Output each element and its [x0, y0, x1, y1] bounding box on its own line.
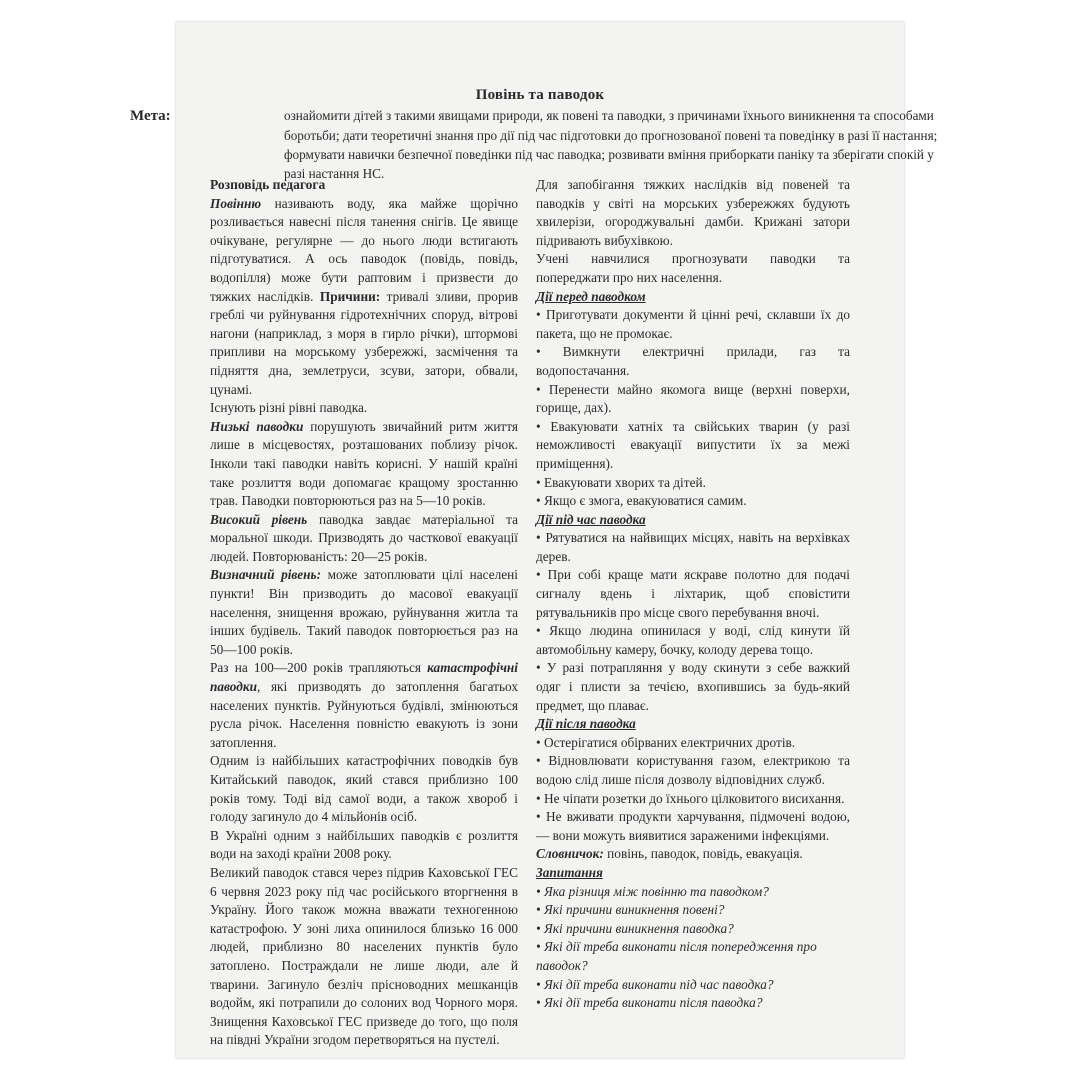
list-item: • Приготувати документи й цінні речі, склавши їх до пакета, що не промокає. [536, 307, 850, 341]
list-item: • Евакуювати хворих та дітей. [536, 474, 706, 490]
term-povin: Повінню [210, 195, 262, 211]
causes-text: тривалі зливи, прорив греблі чи руйнування гідротехнічних споруд, вітрові нагони (наприклад, з моря в гирло річки), штормові припливи на морському узбережжі, засмічення та підняття дна, землетруси, зсуви, затори, обвали, цунамі. [210, 288, 518, 397]
paragraph-ukraine-2008: В Україні одним з найбільших паводків є розлиття води на заході країни 2008 року. [210, 827, 518, 862]
paragraph-levels: Існують різні рівні паводка. [210, 400, 368, 416]
teacher-story-heading: Розповідь педагога [210, 177, 326, 192]
list-item: • Якщо людина опинилася у воді, слід кинути їй автомобільну камеру, бочку, колоду дерева тощо. [536, 623, 850, 657]
paragraph-flood-intro-text: називають воду, яка майже щорічно розливається навесні після танення снігів. Це явище очікуване, регулярне — до нього люди встигають підготуватися. А ось паводок (повідь, повідь, водопілля) може бути раптовим і призвести до тяжких наслідків. [210, 195, 518, 304]
list-item: • Відновлювати користування газом, електрикою та водою слід лише після дозволу відповідних служб. [536, 753, 850, 787]
list-item: • Рятуватися на найвищих місцях, навіть на верхівках дерев. [536, 530, 850, 564]
catastrophic-text: , які призводять до затоплення багатьох населених пунктів. Руйнуються будівлі, змінюються русла річок. Населення повністю евакують із зони затоплення. [210, 679, 518, 750]
list-item: • Якщо є змога, евакуюватися самим. [536, 493, 747, 509]
goal-paragraph [130, 106, 944, 183]
glossary-text: повінь, паводок, повідь, евакуація. [603, 846, 803, 862]
paragraph-forecast: Учені навчилися прогнозувати паводки та попереджати про них населення. [536, 251, 850, 285]
term-catastrophic: катастрофічні паводки [210, 660, 518, 695]
question-item: • Які дії треба виконати під час паводка? [536, 976, 774, 992]
glossary-label: Словничок: [536, 846, 604, 862]
question-item: • Які причини виникнення повені? [536, 902, 725, 918]
document-page [130, 22, 938, 1058]
list-item: • Не чіпати розетки до їхнього цілковитого висихання. [536, 790, 845, 806]
term-significant-level: Визначний рівень: [210, 567, 321, 583]
goal-label: Мета: [130, 108, 171, 124]
after-flood-heading: Дії після паводка [536, 716, 636, 732]
paragraph-significant-level [210, 566, 518, 659]
significant-level-text: може затоплювати цілі населені пункти! Він призводить до масової евакуації населення, знищення врожаю, руйнування житла та інших будівель. Такий паводок повторюється раз на 50—100 років. [210, 567, 518, 657]
left-column [210, 176, 518, 1050]
causes-label: Причини: [319, 288, 381, 304]
high-level-text: паводка завдає матеріальної та моральної шкоди. Призводять до часткової евакуації людей. Повторюваність: 20—25 років. [210, 511, 518, 564]
low-floods-text: порушують звичайний ритм життя лише в місцевостях, розташованих поблизу річок. Інколи такі паводки навіть корисні. У нашій країні таке розлиття води допомагає кращому зростанню трав. Паводки повторюються раз на 5—10 років. [210, 418, 518, 509]
term-low-floods: Низькі паводки [210, 418, 304, 434]
question-item: • Які дії треба виконати після паводка? [536, 995, 763, 1011]
glossary-paragraph [536, 845, 850, 864]
goal-text: ознайомити дітей з такими явищами природи, як повені та паводки, з причинами їхнього виникнення та способами боротьби; дати теоретичні знання про дії під час підготовки до прогнозованої повені та поведінку в разі її настання; формувати навички безпечної поведінки під час паводка; розвивати вміння приборкати паніку та зберігати спокій у разі настання НС. [284, 108, 938, 181]
question-item: • Які дії треба виконати після попередження про паводок? [536, 939, 817, 973]
list-item: • Вимкнути електричні прилади, газ та водопостачання. [536, 344, 850, 378]
before-flood-heading: Дії перед паводком [536, 288, 646, 304]
paragraph-flood-intro [210, 195, 518, 400]
question-item: • Яка різниця між повінню та паводком? [536, 883, 769, 899]
questions-heading: Запитання [536, 864, 603, 880]
list-item: • Остерігатися обірваних електричних дротів. [536, 734, 796, 750]
paragraph-china-flood: Одним із найбільших катастрофічних поводків був Китайський паводок, який стався приблизно 100 років тому. Тоді від самої води, а також хвороб і голоду загинуло до 4 мільйонів осіб. [210, 753, 518, 825]
paragraph-catastrophic [210, 659, 518, 752]
list-item: • При собі краще мати яскраве полотно для подачі сигналу вдень і ліхтарик, щоб сповістити рятувальників про місце свого перебування вночі. [536, 567, 850, 620]
document-title: Повінь та паводок [475, 87, 605, 103]
term-high-level: Високий рівень [210, 511, 308, 527]
list-item: • Не вживати продукти харчування, підмочені водою, — вони можуть виявитися зараженими інфекціями. [536, 809, 850, 843]
list-item: • Евакуювати хатніх та свійських тварин (у разі неможливості евакуації випустити їх за межі приміщення). [536, 418, 850, 471]
paragraph-low-floods [210, 418, 518, 511]
list-item: • Перенести майно якомога вище (верхні поверхи, горище, дах). [536, 381, 850, 416]
catastrophic-pre: Раз на 100—200 років трапляються [210, 660, 428, 676]
right-column [536, 176, 850, 1013]
paragraph-prevention: Для запобігання тяжких наслідків від повеней та паводків у світі на морських узбережжях будують хвилерізи, огороджувальні дамби. Крижані затори підривають вибухівкою. [536, 177, 850, 248]
during-flood-heading: Дії під час паводка [536, 511, 646, 527]
paragraph-high-level [210, 511, 518, 567]
list-item: • У разі потрапляння у воду скинути з себе важкий одяг і плисти за течією, вхопившись за будь-який предмет, що плаває. [536, 660, 850, 713]
paragraph-kakhovka: Великий паводок стався через підрив Каховської ГЕС 6 червня 2023 року під час російського вторгнення в Україну. Його також можна вважати техногенною катастрофою. У зоні лиха опинилося близько 16 000 людей, приблизно 80 населених пунктів було затоплено. Постраждали не лише люди, але й тварини. Загинуло безліч прісноводних мешканців водойм, які потрапили до солоних вод Чорного моря. Знищення Каховської ГЕС призведе до того, що поля на півдні України згодом перетворяться на пустелі. [210, 864, 518, 1048]
question-item: • Які причини виникнення паводка? [536, 920, 734, 936]
